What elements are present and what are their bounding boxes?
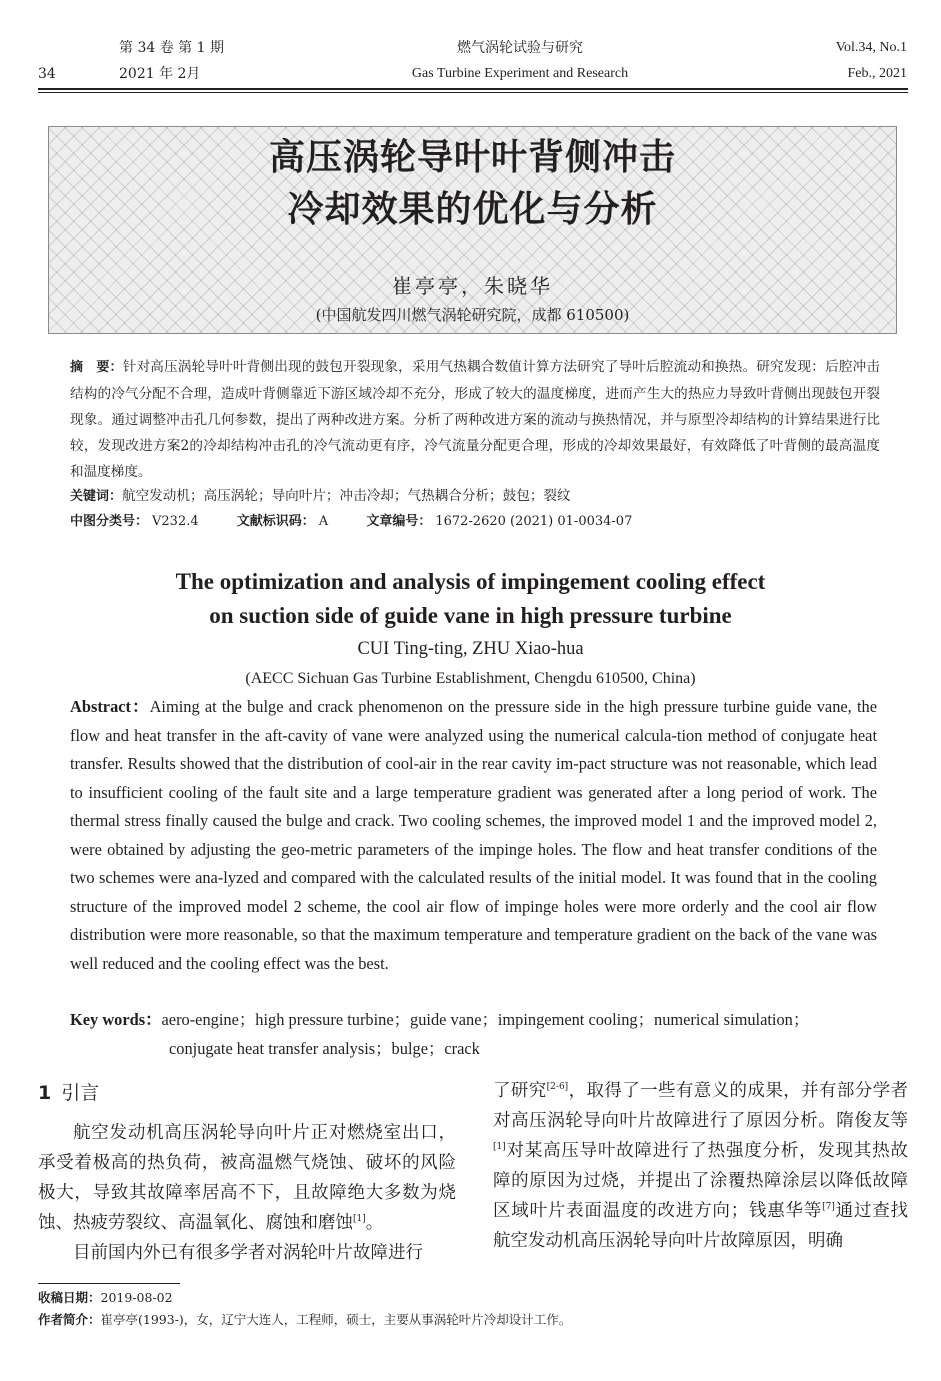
left-column <box>38 1118 456 1268</box>
abstract-en-text: Aiming at the bulge and crack phenomenon on the pressure side in the high pressure turbine guide vane, the flow and heat transfer in the aft-cavity of vane were analyzed using the numerical calcula-tion method of conjugate heat transfer. Results showed that the distribution of cool-air in the rear cavity im-pact structure was not reasonable, which lead to insufficient cooling of the fault site and a large temperature gradient was generated after a long period of work. The thermal stress finally caused the bulge and crack. Two cooling schemes, the improved model 1 and the improved model 2, were obtained by adjusting the geo-metric parameters of the impinge holes. The flow and heat transfer conditions of the two schemes were ana-lyzed and compared with the calculated results of the initial model. It was found that in the cooling structure of the improved model 2 scheme, the cool air flow of impinge holes were more orderly and the cool air flow distribution were more reasonable, so that the maximum temperature and temperature gradient on the back of the vane was well reduced and the cooling effect was the best. <box>70 697 877 973</box>
section-1-number: 1 <box>38 1082 52 1104</box>
affiliation-cn: (中国航发四川燃气涡轮研究院，成都 610500) <box>315 306 630 324</box>
footnote-author <box>38 1311 571 1329</box>
abstract-en: Abstract：Aiming at the bulge and crack phenomenon on the pressure side in the high pressure turbine guide vane, the flow and heat transfer in the aft-cavity of vane were analyzed using the numerical calcula-tion method of conjugate heat transfer. Results showed that the distribution of cool-air in the rear cavity im-pact structure was not reasonable, which lead to insufficient cooling of the fault site and a large temperature gradient was generated after a long period of work. The thermal stress finally caused the bulge and crack. Two cooling schemes, the improved model 1 and the improved model 2, were obtained by adjusting the geo-metric parameters of the impinge holes. The flow and heat transfer conditions of the two schemes were ana-lyzed and compared with the calculated results of the initial model. It was found that in the cooling structure of the improved model 2 scheme, the cool air flow of impinge holes were more orderly and the cool air flow distribution were more reasonable, so that the maximum temperature and temperature gradient on the back of the vane was well reduced and the cooling effect was the best. <box>70 697 877 973</box>
keywords-en: Key words：aero-engine；high pressure turbine；guide vane；impingement cooling；numerical simulation； conjugate heat transfer analysis；bulge；crack <box>70 1006 880 1063</box>
date-cn: 2021 年 2月 <box>119 66 201 82</box>
journal-name-en: Gas Turbine Experiment and Research <box>411 66 629 81</box>
received-label: 收稿日期： <box>38 1290 101 1305</box>
date-en: Feb., 2021 <box>847 66 907 81</box>
title-en-line1: The optimization and analysis of impingement cooling effect <box>175 569 766 594</box>
section-1-title: 引言 <box>61 1082 100 1104</box>
ref-1b: [1] <box>493 1142 506 1153</box>
right-column: 了研究[2-6]，取得了一些有意义的成果，并有部分学者对高压涡轮导向叶片故障进行了原因分析。隋俊友等[1]对某高压导叶故障进行了热强度分析，发现其热故障的原因为过烧，并提出了涂覆热障涂层以降低故障区域叶片表面温度的改进方向；钱惠华等[7]通过查找航空发动机高压涡轮导向叶片故障原因，明确 <box>493 1081 909 1251</box>
header-rule-thick <box>38 88 908 90</box>
keywords-en-line2: conjugate heat transfer analysis；bulge；crack <box>169 1038 480 1058</box>
author-bio-label: 作者简介： <box>38 1312 101 1327</box>
volume-en: Vol.34, No.1 <box>835 40 907 55</box>
keywords-cn-label: 关键词： <box>70 489 123 504</box>
ref-2-6: [2-6] <box>546 1082 569 1093</box>
title-cn-line2: 冷却效果的优化与分析 <box>287 189 658 230</box>
keywords-en-label: Key words <box>70 1010 146 1029</box>
section-1-heading <box>38 1078 99 1108</box>
authors-en: CUI Ting-ting, ZHU Xiao-hua <box>357 639 584 659</box>
header-rule-thin <box>38 92 908 93</box>
page-number: 34 <box>38 66 56 82</box>
abstract-cn-label: 摘 要： <box>70 360 123 375</box>
title-cn-line1: 高压涡轮导叶叶背侧冲击 <box>268 137 676 178</box>
intro-paragraph-2: 目前国内外已有很多学者对涡轮叶片故障进行 <box>73 1243 423 1263</box>
footnote-rule <box>38 1283 180 1284</box>
author-bio: 崔亭亭(1993-)，女，辽宁大连人，工程师，硕士，主要从事涡轮叶片冷却设计工作。 <box>100 1312 572 1327</box>
footnote-received <box>38 1289 173 1307</box>
clc-label: 中图分类号： <box>70 514 149 529</box>
volume-cn: 第 34 卷 第 1 期 <box>119 40 224 56</box>
received-date: 2019-08-02 <box>100 1290 173 1305</box>
title-box <box>48 126 897 334</box>
keywords-cn-text: 航空发动机；高压涡轮；导向叶片；冲击冷却；气热耦合分析；鼓包；裂纹 <box>122 488 571 504</box>
affiliation-en: (AECC Sichuan Gas Turbine Establishment, Chengdu 610500, China) <box>245 670 696 687</box>
doc-code-value: A <box>318 514 329 529</box>
journal-name-cn: 燃气涡轮试验与研究 <box>457 40 583 56</box>
keywords-cn <box>70 483 880 510</box>
authors-cn: 崔亭亭，朱晓华 <box>392 274 553 298</box>
clc-value: V232.4 <box>152 514 199 529</box>
abstract-cn-text: 针对高压涡轮导叶叶背侧出现的鼓包开裂现象，采用气热耦合数值计算方法研究了导叶后腔流动和换热。研究发现：后腔冲击结构的冷气分配不合理，造成叶背侧靠近下游区域冷却不充分，形成了较大的温度梯度，进而产生大的热应力导致叶背侧出现鼓包开裂现象。通过调整冲击孔几何参数，提出了两种改进方案。分析了两种改进方案的流动与换热情况，并与原型冷却结构的计算结果进行比较，发现改进方案2的冷却结构冲击孔的冷气流动更有序，冷气流量分配更合理，形成的冷却效果最好，有效降低了叶背侧的最高温度和温度梯度。 <box>70 359 880 480</box>
abstract-cn <box>70 354 880 485</box>
keywords-en-line1: aero-engine；high pressure turbine；guide vane；impingement cooling；numerical simulation； <box>161 1010 810 1029</box>
classification-line <box>70 512 636 532</box>
title-en-line2: on suction side of guide vane in high pressure turbine <box>209 603 732 628</box>
ref-7: [7] <box>822 1202 835 1213</box>
doc-code-label: 文献标识码： <box>236 514 315 529</box>
intro-paragraph-1: 航空发动机高压涡轮导向叶片正对燃烧室出口，承受着极高的热负荷，被高温燃气烧蚀、破坏的风险极大，导致其故障率居高不下，且故障绝大多数为烧蚀、热疲劳裂纹、高温氧化、腐蚀和磨蚀[1]。 <box>38 1123 456 1233</box>
article-no-label: 文章编号： <box>366 514 432 529</box>
article-no-value: 1672-2620 (2021) 01-0034-07 <box>435 514 633 529</box>
ref-1: [1] <box>353 1214 366 1225</box>
abstract-en-label: Abstract <box>70 697 131 716</box>
